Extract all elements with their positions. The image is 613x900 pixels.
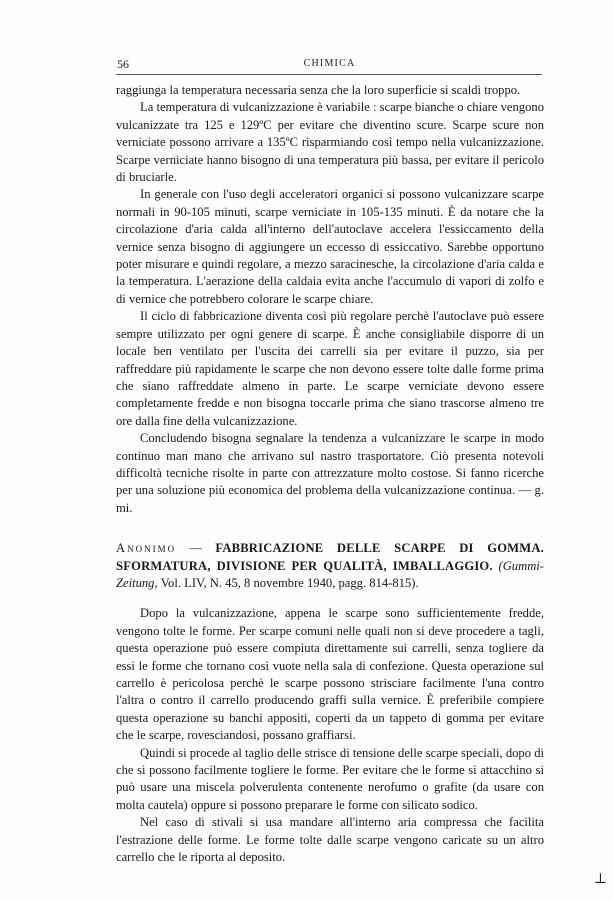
paragraph: Concludendo bisogna segnalare la tendenza a vulcanizzare le scarpe in modo continuo man mano che arrivano sul nastro trasportatore. Ciò presenta notevoli difficoltà tecniche risolte in parte con attrezzature molto costose. Si fanno ricerche per una soluzione più economica del problema della vulcanizzazione continua. — g. mi. (116, 431, 544, 515)
paragraph: Dopo la vulcanizzazione, appena le scarpe sono sufficientemente fredde, vengono tolte le forme. Per scarpe comuni nelle quali non si deve procedere a tagli, questa operazione può essere compiuta direttamente sui carrelli, senza togliere da essi le forme che tornano così vuote nella sala di confezione. Questa operazione sul carrello è pericolosa perchè le scarpe possono strisciare facilmente l'una contro l'altra o contro il carrello producendo graffi sulla vernice. È preferibile compiere questa operazione su banchi appositi, coperti da un tappeto di gomma per evitare che le scarpe, rovesciandosi, possano graffiarsi. (116, 606, 544, 743)
article-author: Anonimo (116, 541, 177, 556)
article-body (116, 605, 544, 866)
paragraph: La temperatura di vulcanizzazione è variabile : scarpe bianche o chiare vengono vulcanizzate tra 125 e 129ºC per evitare che diventino scure. Scarpe scure non verniciate possono arrivare a 135ºC risparmiando così tempo nella vulcanizzazione. Scarpe verniciate hanno bisogno di una temperatura più bassa, per evitare il pericolo di bruciarle. (116, 100, 544, 185)
paragraph: Il ciclo di fabbricazione diventa così più regolare perchè l'autoclave può essere sempre utilizzato per ogni genere di scarpe. È anche consigliabile disporre di un locale ben ventilato per l'uscita dei carrelli sia per evitare il puzzo, sia per raffreddare più rapidamente le scarpe che non devono essere tolte dalle forme prima che siano raffreddate almeno in parte. Le scarpe verniciate devono essere completamente fredde e non bisogna toccarle prima che siano trascorse almeno tre ore dalla fine della vulcanizzazione. (116, 309, 544, 428)
paragraph: In generale con l'uso degli acceleratori organici si possono vulcanizzare scarpe normali in 90-105 minuti, scarpe verniciate in 105-135 minuti. È da notare che la circolazione d'aria calda all'interno dell'autoclave accelera l'essiccamento della vernice senza bisogno di aggiungere un eccesso di essiccativo. Sarebbe opportuno poter misurare e quindi regolare, a mezzo saracinesche, la circolazione d'aria calda e la temperatura. L'aerazione della caldaia evita anche l'accumulo di vapori di zolfo e di vernice che potrebbero colorare le scarpe chiare. (116, 187, 544, 306)
paragraph: Quindi si procede al taglio delle strisce di tensione delle scarpe speciali, dopo di che si possono facilmente togliere le forme. Per evitare che le forme si attacchino si può usare una miscela polverulenta contenente nerofumo o grafite (da usare con molta cautela) oppure si possono preparare le forme con silicato sodico. (116, 745, 544, 812)
heading-dash: — (176, 541, 216, 556)
paragraph: Nel caso di stivali si usa mandare all'interno aria compressa che facilita l'estrazione delle forme. Le forme tolte dalle scarpe vengono caricate su un altro carrello che le riporta al deposito. (116, 815, 544, 865)
page-header (117, 57, 542, 73)
corner-mark: ⊥ (593, 872, 607, 887)
page-body (116, 82, 544, 866)
article-citation: Vol. LIV, N. 45, 8 novembre 1940, pagg. 814-815). (160, 575, 419, 590)
page-number: 56 (117, 57, 129, 71)
running-head: CHIMICA (303, 58, 356, 69)
journal-name: (Gummi-Zeitung, (116, 558, 544, 590)
article-title: FABBRICAZIONE DELLE SCARPE DI GOMMA. SFORMATURA, DIVISIONE PER QUALITÀ, IMBALLAGGIO. (116, 541, 545, 573)
header-rule (116, 74, 542, 75)
article-heading (116, 540, 544, 592)
paragraph-continued: raggiunga la temperatura necessaria senza che la loro superficie si scaldi troppo. (116, 83, 521, 97)
